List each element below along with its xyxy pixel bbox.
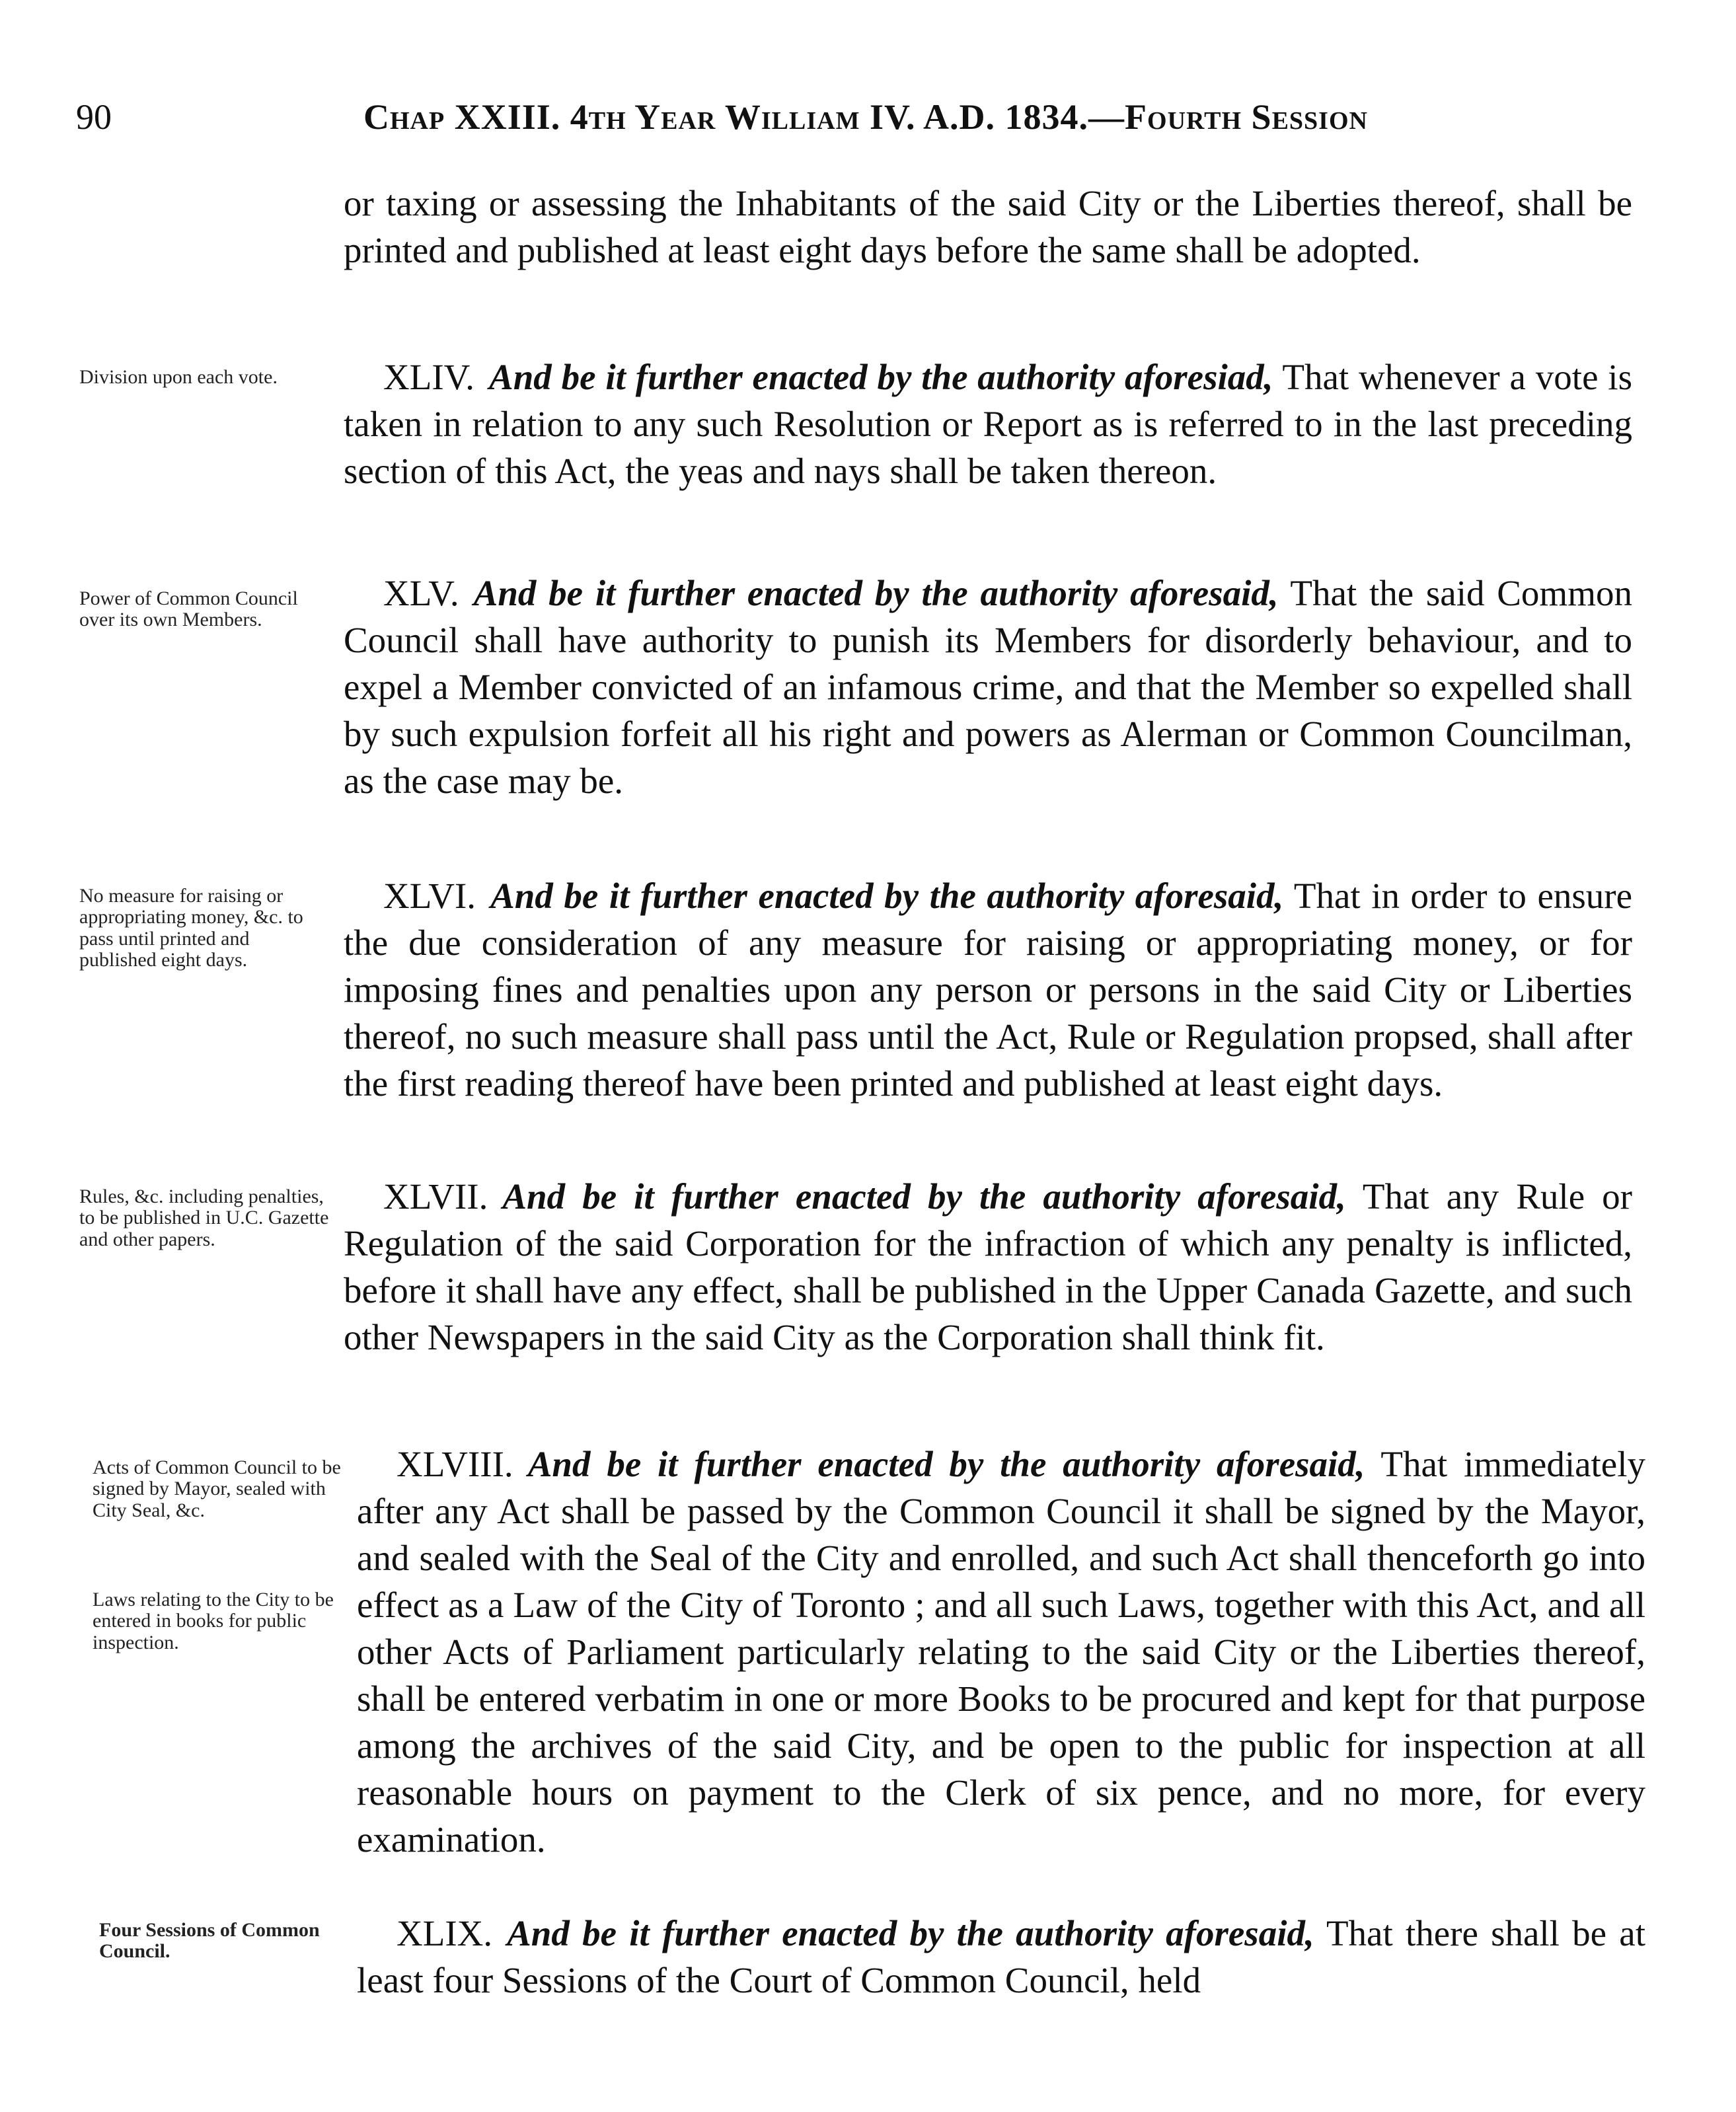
side-note-xlix: Four Sessions of Common Council. [99,1919,320,1963]
section-xlvi [344,872,1632,1107]
section-number: XLVIII. [396,1444,513,1484]
section-text: That any Rule or Regulation of the said Corporation for the infraction of which any penalty is inflicted, before it shall have any effect, shall be published in the Upper Canada Gazette, and such other Newspapers in the said City as the Corporation shall think fit. [344,1176,1632,1357]
page-number: 90 [76,97,112,137]
section-text: That the said Common Council shall have authority to punish its Members for disorderly behaviour, and to expel a Member convicted of an infamous crime, and that the Member so expelled shall by such expulsion forfeit all his right and powers as Alerman or Common Councilman, as the case may be. [344,573,1632,801]
section-xlvii [344,1173,1632,1361]
enacting-clause: And be it further enacted by the authority aforesaid, [502,1176,1346,1217]
section-text: That there shall be at least four Sessions of the Court of Common Council, held [357,1913,1645,2000]
section-text: That whenever a vote is taken in relation to any such Resolution or Report as is referred to in the last preceding section of this Act, the yeas and nays shall be taken thereon. [344,357,1632,491]
enacting-clause: And be it further enacted by the authority aforesaid, [473,573,1279,613]
enacting-clause: And be it further enacted by the authority aforesaid, [527,1444,1365,1484]
section-text: That immediately after any Act shall be passed by the Common Council it shall be signed by the Mayor, and sealed with the Seal of the City and enrolled, and such Act shall thenceforth go into effect as a Law of the City of Toronto ; and all such Laws, together with this Act, and all other Acts of Parliament particularly relating to the said City or the Liberties thereof, shall be entered verbatim in one or more Books to be procured and kept for that purpose among the archives of the said City, and be open to the public for inspection at all reasonable hours on payment to the Clerk of six pence, and no more, for every examination. [357,1444,1645,1860]
enacting-clause: And be it further enacted by the authority aforesaid, [507,1913,1314,1953]
section-number: XLIX. [396,1913,493,1953]
side-note-xlvii: Rules, &c. including penalties, to be published in U.C. Gazette and other papers. [79,1186,329,1250]
side-note-xlviii: Acts of Common Council to be signed by Mayor, sealed with City Seal, &c. [93,1456,341,1521]
section-xlviii [357,1441,1645,1863]
enacting-clause: And be it further enacted by the authority aforesaid, [490,876,1284,916]
running-head: Chap XXIII. 4th Year William IV. A.D. 1834.—Fourth Session [363,97,1368,137]
side-note-xlviii-laws: Laws relating to the City to be entered in books for public inspection. [93,1589,334,1653]
side-note-xliv: Division upon each vote. [79,366,278,388]
section-number: XLVII. [383,1176,488,1217]
section-number: XLVI. [383,876,476,916]
enacting-clause: And be it further enacted by the authority aforesiad, [489,357,1273,397]
section-text: That in order to ensure the due consideration of any measure for raising or appropriating money, or for imposing fines and penalties upon any person or persons in the said City or Liberties thereof, no such measure shall pass until the Act, Rule or Regulation propsed, shall after the first reading thereof have been printed and published at least eight days. [344,876,1633,1104]
side-note-xlvi: No measure for raising or appropriating money, &c. to pass until printed and published eight days. [79,885,303,971]
section-xlv [344,570,1632,804]
section-xlix [357,1910,1645,2004]
section-number: XLV. [383,573,459,613]
section-xliv [344,354,1632,494]
section-number: XLIV. [383,357,475,397]
continuation-paragraph: or taxing or assessing the Inhabitants of the said City or the Liberties thereof, shall be printed and published at least eight days before the same shall be adopted. [344,183,1632,270]
side-note-xlv: Power of Common Council over its own Members. [79,587,298,631]
